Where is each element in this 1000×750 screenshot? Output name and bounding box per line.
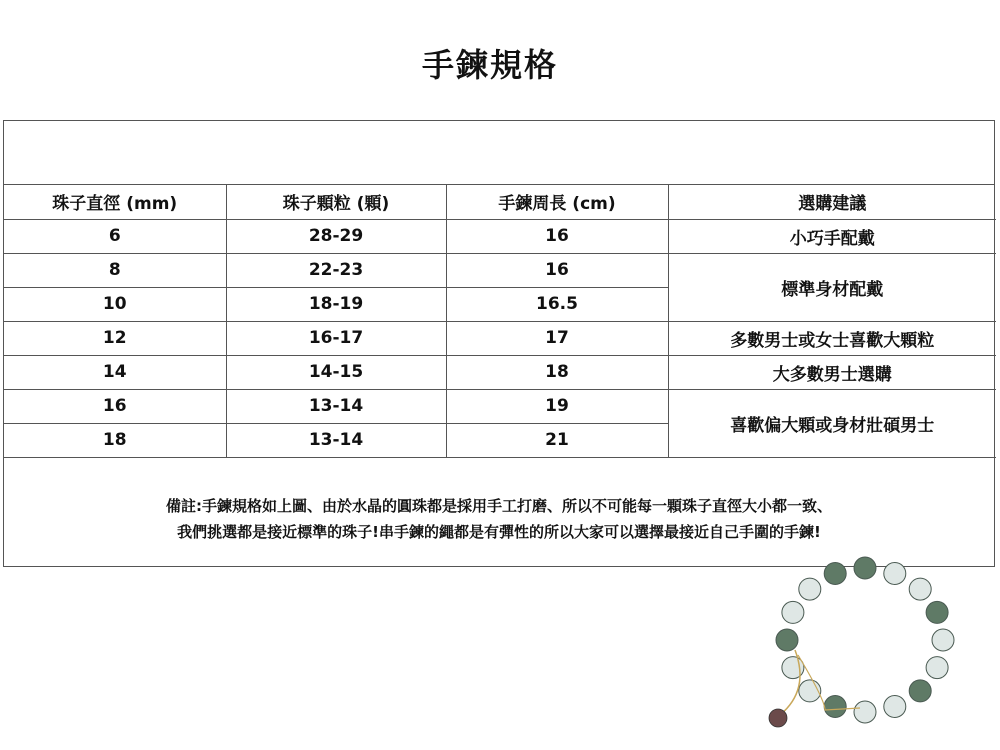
note-line-1: 備註:手鍊規格如上圖、由於水晶的圓珠都是採用手工打磨、所以不可能每一顆珠子直徑大小都一致、 [165, 497, 832, 515]
cell-bead-count: 14-15 [226, 355, 446, 389]
cell-bead-count: 13-14 [226, 389, 446, 423]
cell-bead-count: 22-23 [226, 253, 446, 287]
cell-length: 16.5 [446, 287, 668, 321]
spec-table [4, 185, 996, 458]
cell-suggestion: 多數男士或女士喜歡大顆粒 [668, 321, 996, 355]
table-row [4, 219, 996, 253]
bracelet-bead [884, 696, 906, 718]
cell-diameter: 14 [4, 355, 226, 389]
header-suggestion: 選購建議 [668, 185, 996, 219]
table-row [4, 253, 996, 287]
bracelet-bead [926, 601, 948, 623]
cell-length: 21 [446, 423, 668, 457]
cell-diameter: 12 [4, 321, 226, 355]
bracelet-bead [799, 578, 821, 600]
bracelet-charm [769, 709, 787, 727]
note-text [4, 493, 994, 545]
bracelet-beads [776, 557, 954, 723]
cell-suggestion: 喜歡偏大顆或身材壯碩男士 [668, 389, 996, 457]
cell-diameter: 6 [4, 219, 226, 253]
cell-bead-count: 16-17 [226, 321, 446, 355]
spec-table-box [3, 120, 995, 567]
bracelet-bead [854, 701, 876, 723]
note-line-2: 我們挑選都是接近標準的珠子!串手鍊的繩都是有彈性的所以大家可以選擇最接近自己手圍的手鍊! [177, 523, 821, 541]
bracelet-bead [782, 601, 804, 623]
cell-length: 17 [446, 321, 668, 355]
bracelet-bead [824, 696, 846, 718]
cell-suggestion: 大多數男士選購 [668, 355, 996, 389]
cell-bead-count: 13-14 [226, 423, 446, 457]
bracelet-bead [926, 657, 948, 679]
header-length: 手鍊周長 (cm) [446, 185, 668, 219]
table-row [4, 321, 996, 355]
cell-suggestion: 小巧手配戴 [668, 219, 996, 253]
cell-length: 16 [446, 219, 668, 253]
table-row [4, 355, 996, 389]
page-title: 手鍊規格 [421, 46, 558, 84]
bracelet-bead [824, 563, 846, 585]
cell-diameter: 8 [4, 253, 226, 287]
cell-diameter: 18 [4, 423, 226, 457]
bracelet-bead [884, 563, 906, 585]
table-row [4, 389, 996, 423]
bracelet-bead [909, 578, 931, 600]
bracelet-bead [776, 629, 798, 651]
header-bead-count: 珠子顆粒 (顆) [226, 185, 446, 219]
cell-diameter: 16 [4, 389, 226, 423]
table-header-row [4, 185, 996, 219]
bracelet-bead [854, 557, 876, 579]
table-header-blank [4, 121, 994, 185]
cell-length: 16 [446, 253, 668, 287]
cell-suggestion: 標準身材配戴 [668, 253, 996, 321]
cell-diameter: 10 [4, 287, 226, 321]
bracelet-photo [750, 550, 980, 740]
cell-length: 18 [446, 355, 668, 389]
cell-bead-count: 28-29 [226, 219, 446, 253]
bracelet-bead [909, 680, 931, 702]
cell-length: 19 [446, 389, 668, 423]
bracelet-bead [932, 629, 954, 651]
header-diameter: 珠子直徑 (mm) [4, 185, 226, 219]
cell-bead-count: 18-19 [226, 287, 446, 321]
